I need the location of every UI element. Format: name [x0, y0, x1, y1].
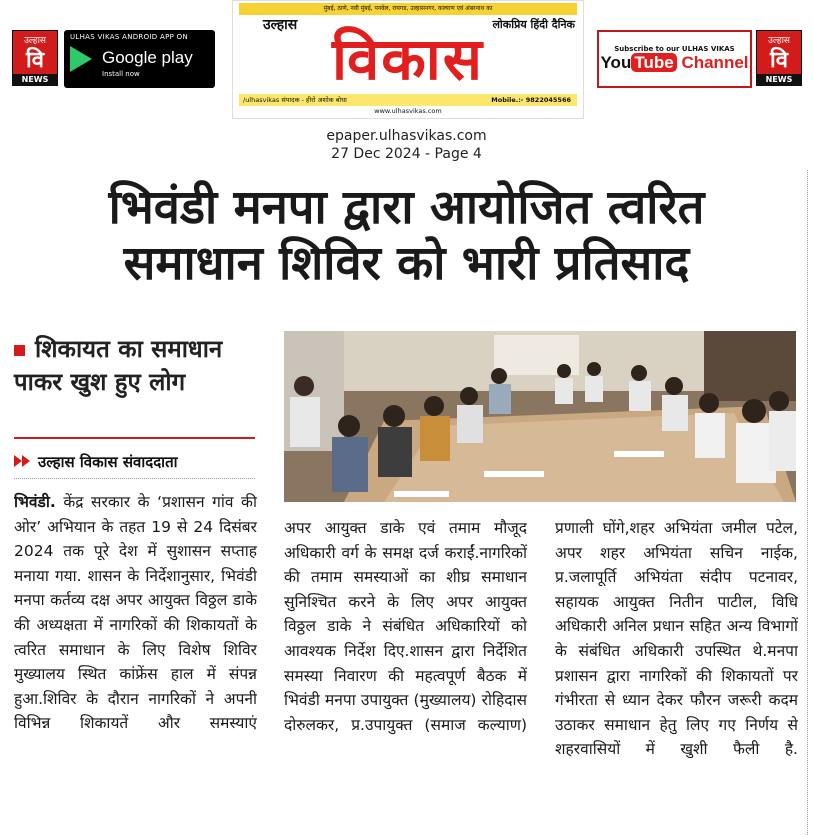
- bullet-square-icon: [14, 345, 25, 356]
- youtube-button[interactable]: [597, 30, 752, 88]
- divider: [14, 437, 255, 439]
- ulhas-news-logo-right: [756, 30, 802, 86]
- masthead: [232, 0, 584, 119]
- article-column-3: प्रणाली घोंगे,शहर अभियंता जमील पटेल, अपर शहर अभियंता सचिन नाईक, प्र.जलापूर्ति अभियंता संदीप पटनावर, सहायक आयुक्त नितीन पाटील, विधि अधिकारी अनिल प्रधान सहित अन्य विभागों के संबंधित अधिकारी उपस्थित थे.मनपा प्रशासन द्वारा नागरिकों की शिकायतों पर गंभीरता से ध्यान देकर फौरन जरूरी कदम उठाकर समाधान हेतु लिए गए निर्णय से शहरवासियों में खुशी फैली है.: [555, 519, 798, 759]
- headline: [0, 180, 813, 292]
- masthead-editor: /ulhasvikas संपादक - हीरो अशोक बोधा: [243, 96, 347, 104]
- play-store-icon: [70, 46, 92, 72]
- column-divider: [807, 170, 808, 835]
- masthead-tagline: लोकप्रिय हिंदी दैनिक: [492, 18, 575, 31]
- youtube-channel-badge[interactable]: [597, 30, 802, 88]
- subheading: [14, 333, 259, 399]
- dateline: भिवंडी.: [14, 493, 56, 511]
- google-play-button[interactable]: [64, 30, 215, 88]
- masthead-title: विकास: [331, 25, 485, 93]
- youtube-channel-label: [600, 53, 748, 73]
- source-date-page: 27 Dec 2024 - Page 4: [331, 146, 482, 162]
- masthead-mobile: Mobile.:- 9822045566: [491, 96, 571, 104]
- arrow-icon: [22, 455, 30, 467]
- headline-line-2: समाधान शिविर को भारी प्रतिसाद: [123, 236, 690, 291]
- ulhas-news-logo: [12, 30, 58, 86]
- masthead-cities: मुंबई, ठाणे, नवी मुंबई, पनवेल, रायगड, उल्हासनगर, कल्याण एवं अंबरनाथ का: [239, 3, 577, 15]
- headline-line-1: भिवंडी मनपा द्वारा आयोजित त्वरित: [108, 180, 705, 235]
- subheading-text: शिकायत का समाधान पाकर खुश हुए लोग: [14, 335, 223, 396]
- logo-letter: वि: [26, 47, 44, 73]
- arrow-icon: [14, 455, 22, 467]
- subscribe-text: Subscribe to our ULHAS VIKAS: [614, 45, 735, 53]
- tube-text: Tube: [631, 53, 676, 72]
- android-app-badge[interactable]: [12, 30, 215, 88]
- meeting-photo: [284, 331, 796, 502]
- app-top-text: ULHAS VIKAS ANDROID APP ON: [70, 33, 188, 41]
- article-column-2: अपर आयुक्त डाके एवं तमाम मौजूद अधिकारी वर्ग के समक्ष दर्ज कराईं.नागरिकों की तमाम समस्याओं का शीघ्र समाधान सुनिश्चित करने के लिए अपर आयुक्त विठ्ठल डाके ने संबंधित अधिकारियों को आवश्यक निर्देश दिए.शासन द्वारा निर्देशित समस्या निवारण की महत्वपूर्ण बैठक में भिवंडी मनपा उपायुक्त (मुख्यालय) रोहिदास दोरुलकर, प्र.उपायुक्त (समाज कल्याण): [284, 519, 527, 734]
- logo-top-text: उल्हास: [767, 36, 790, 46]
- logo-bottom-text: NEWS: [757, 74, 801, 85]
- reporter-byline: उल्हास विकास संवाददाता: [38, 453, 178, 471]
- logo-top-text: उल्हास: [23, 36, 46, 46]
- store-name: Google play: [102, 48, 193, 67]
- you-text: You: [600, 53, 632, 72]
- logo-letter: वि: [770, 47, 788, 73]
- article-column-1: [14, 490, 257, 830]
- masthead-url: www.ulhasvikas.com: [374, 107, 442, 115]
- masthead-info-bar: [239, 94, 577, 106]
- channel-text: Channel: [681, 53, 749, 72]
- masthead-ulhas: उल्हास: [263, 17, 298, 33]
- source-info: [0, 127, 813, 163]
- install-text: Install now: [102, 70, 140, 78]
- source-site[interactable]: epaper.ulhasvikas.com: [326, 128, 487, 144]
- column-1-text: केंद्र सरकार के ‘प्रशासन गांव की ओर’ अभियान के तहत 19 से 24 दिसंबर 2024 तक पूरे देश में सुशासन सप्ताह मनाया गया. शासन के निर्देशानुसार, भिवंडी मनपा कर्तव्य दक्ष अपर आयुक्त विठ्ठल डाके की अध्यक्षता में नागरिकों की शिकायतों के त्वरित समाधान के लिए विशेष शिविर मुख्यालय स्थित कांफ्रेंस हाल में संपन्न हुआ.शिविर के दौरान नागरिकों ने अपनी विभिन्न शिकायतें और समस्याएं: [14, 493, 257, 733]
- logo-bottom-text: NEWS: [13, 74, 57, 85]
- divider: [14, 478, 255, 479]
